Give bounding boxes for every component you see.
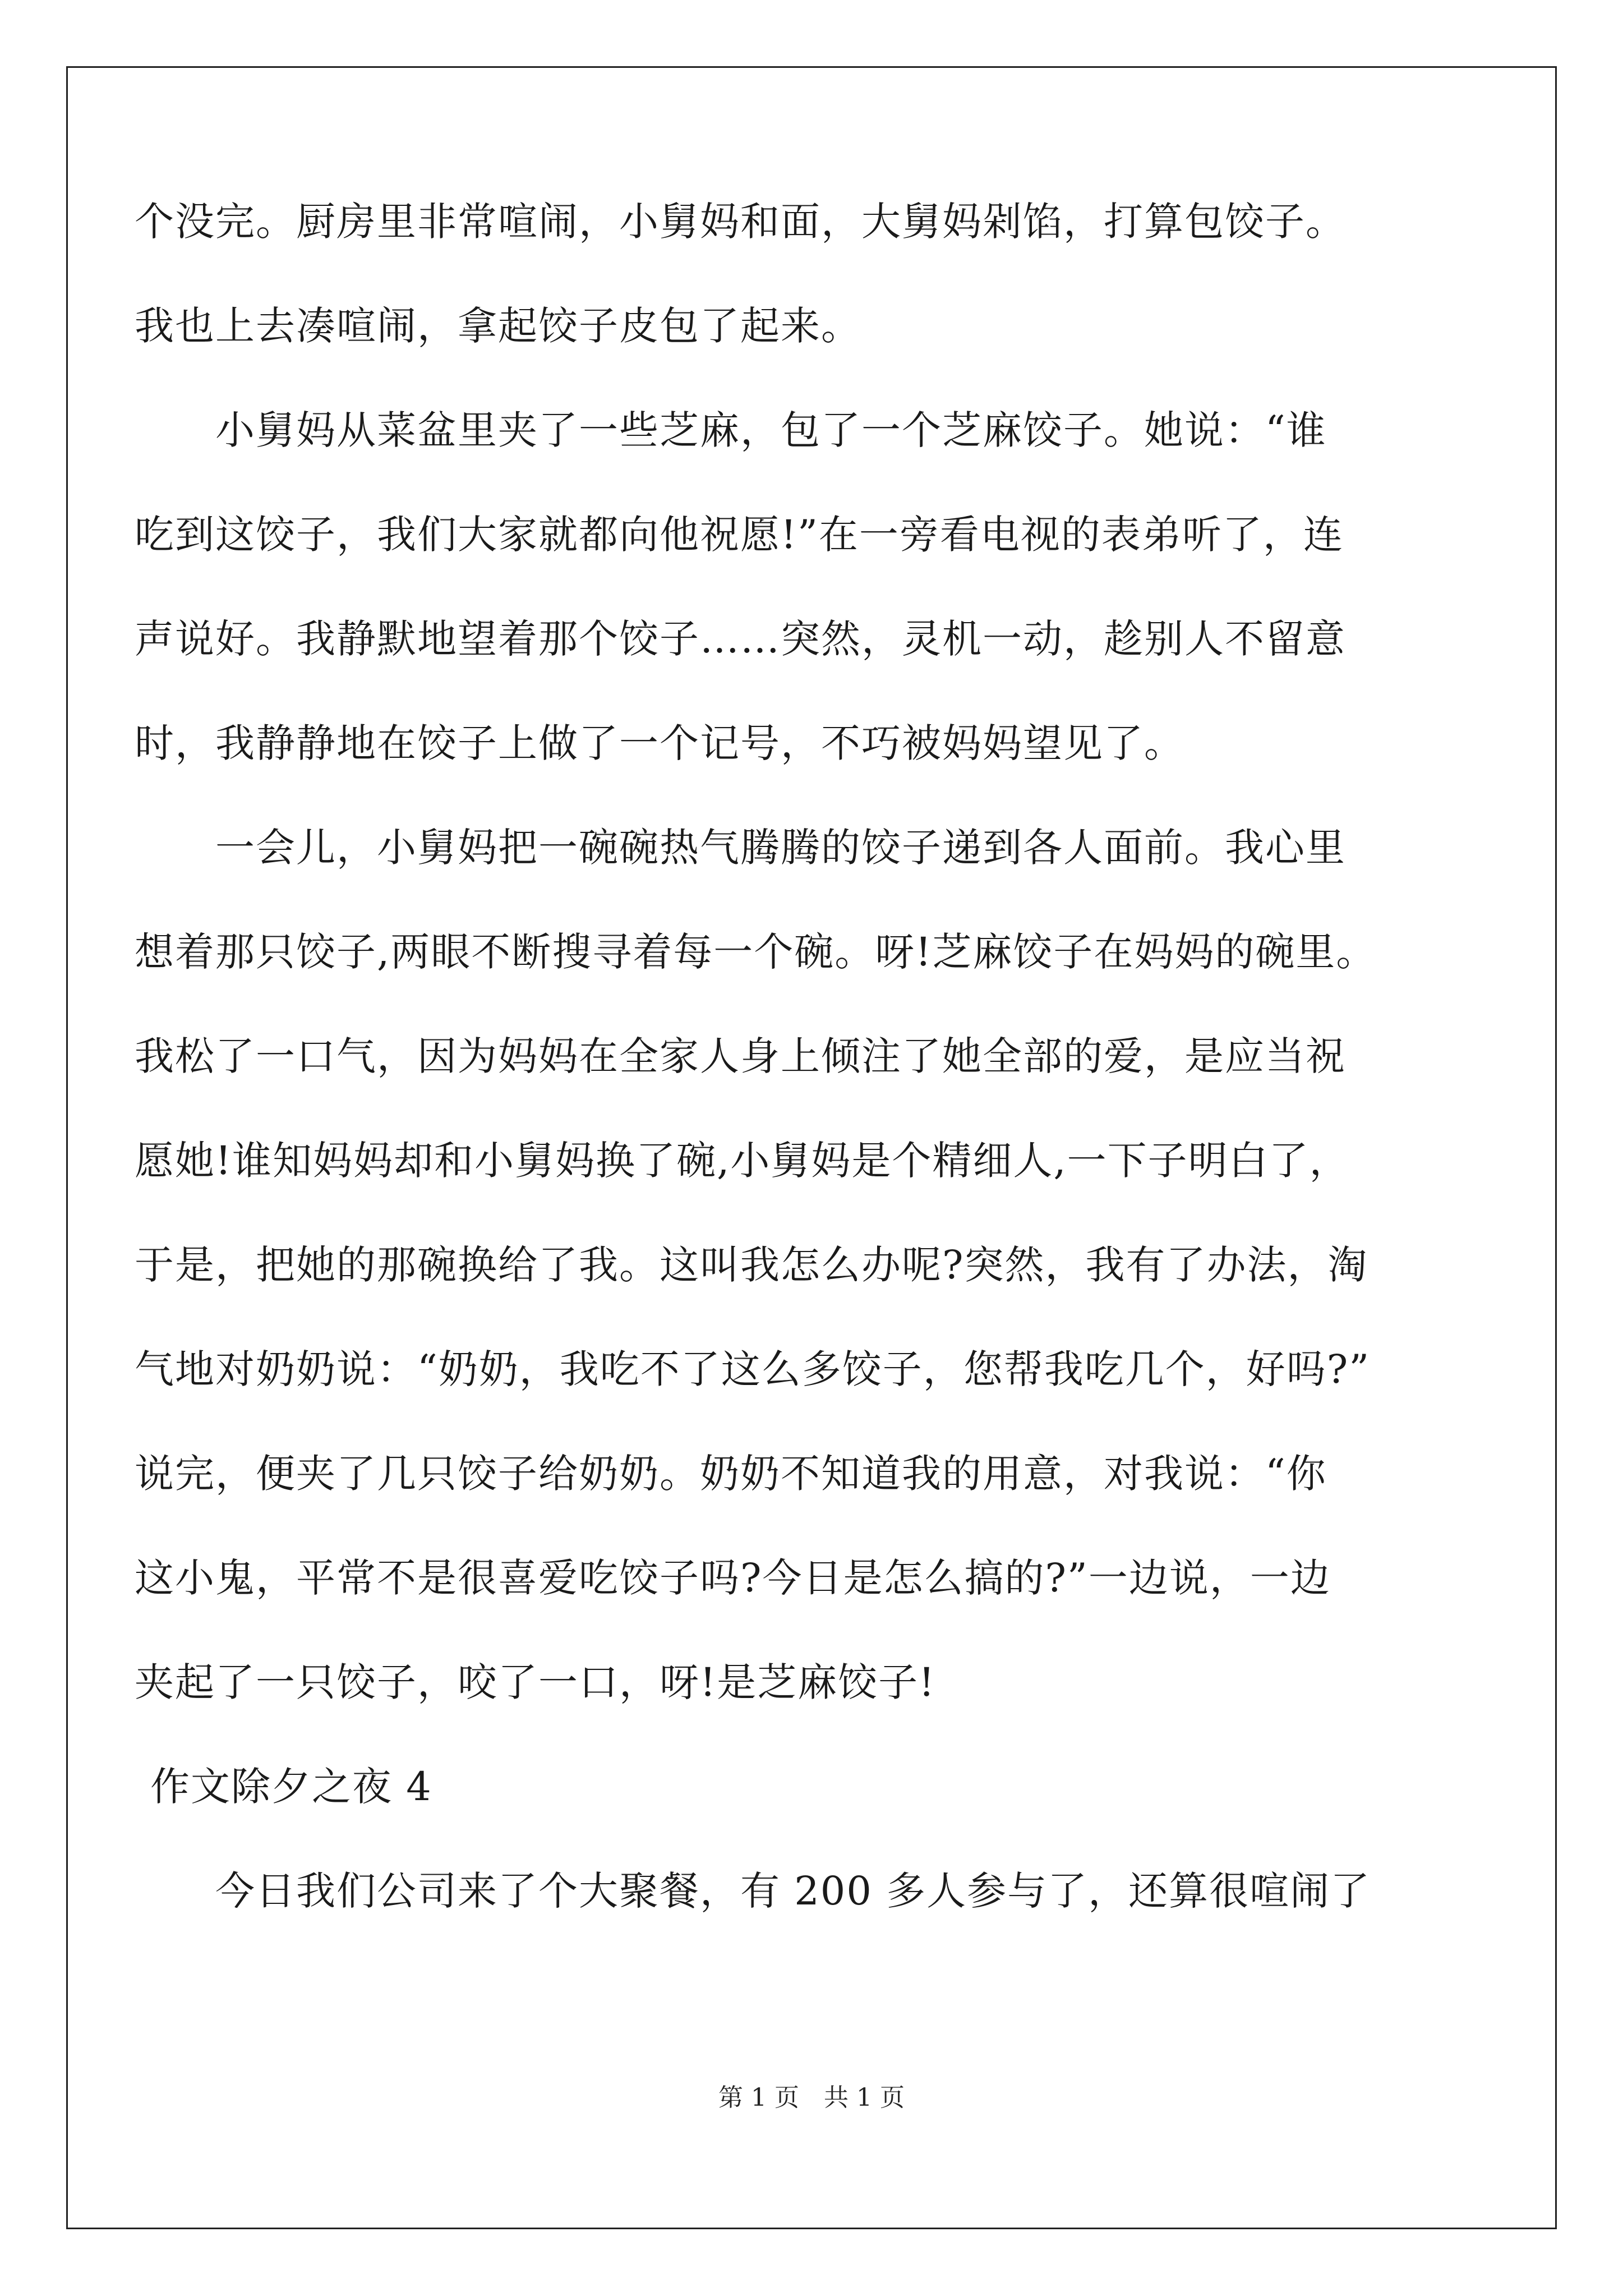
page-number-footer: 第 1 页 共 1 页 xyxy=(718,2083,905,2112)
text-line: 时，我静静地在饺子上做了一个记号，不巧被妈妈望见了。 xyxy=(135,720,1184,766)
text-line: 我松了一口气，因为妈妈在全家人身上倾注了她全部的爱，是应当祝 xyxy=(135,1033,1346,1079)
text-line: 想着那只饺子,两眼不断搜寻着每一个碗。呀!芝麻饺子在妈妈的碗里。 xyxy=(135,929,1377,975)
document-body xyxy=(135,199,1492,1914)
section-heading: 作文除夕之夜 4 xyxy=(150,1764,432,1810)
text-line: 小舅妈从菜盆里夹了一些芝麻，包了一个芝麻饺子。她说：“谁 xyxy=(135,407,1327,453)
text-line: 这小鬼，平常不是很喜爱吃饺子吗?今日是怎么搞的?”一边说，一边 xyxy=(135,1555,1331,1601)
text-line: 一会儿，小舅妈把一碗碗热气腾腾的饺子递到各人面前。我心里 xyxy=(135,825,1346,871)
text-line: 气地对奶奶说：“奶奶，我吃不了这么多饺子，您帮我吃几个，好吗?” xyxy=(135,1346,1371,1392)
text-line: 吃到这饺子，我们大家就都向他祝愿!”在一旁看电视的表弟听了，连 xyxy=(135,512,1344,558)
text-line: 说完，便夹了几只饺子给奶奶。奶奶不知道我的用意，对我说：“你 xyxy=(135,1451,1327,1497)
text-line: 声说好。我静默地望着那个饺子……突然，灵机一动，趁别人不留意 xyxy=(135,616,1346,662)
text-line: 夹起了一只饺子，咬了一口，呀!是芝麻饺子! xyxy=(135,1659,936,1705)
text-line: 今日我们公司来了个大聚餐，有 200 多人参与了，还算很喧闹了 xyxy=(135,1868,1371,1914)
text-line: 于是，把她的那碗换给了我。这叫我怎么办呢?突然，我有了办法，淘 xyxy=(135,1242,1368,1288)
text-line: 个没完。厨房里非常喧闹，小舅妈和面，大舅妈剁馅，打算包饺子。 xyxy=(135,199,1346,245)
text-line: 愿她!谁知妈妈却和小舅妈换了碗,小舅妈是个精细人,一下子明白了， xyxy=(135,1138,1350,1184)
text-line: 我也上去凑喧闹，拿起饺子皮包了起来。 xyxy=(135,303,861,349)
